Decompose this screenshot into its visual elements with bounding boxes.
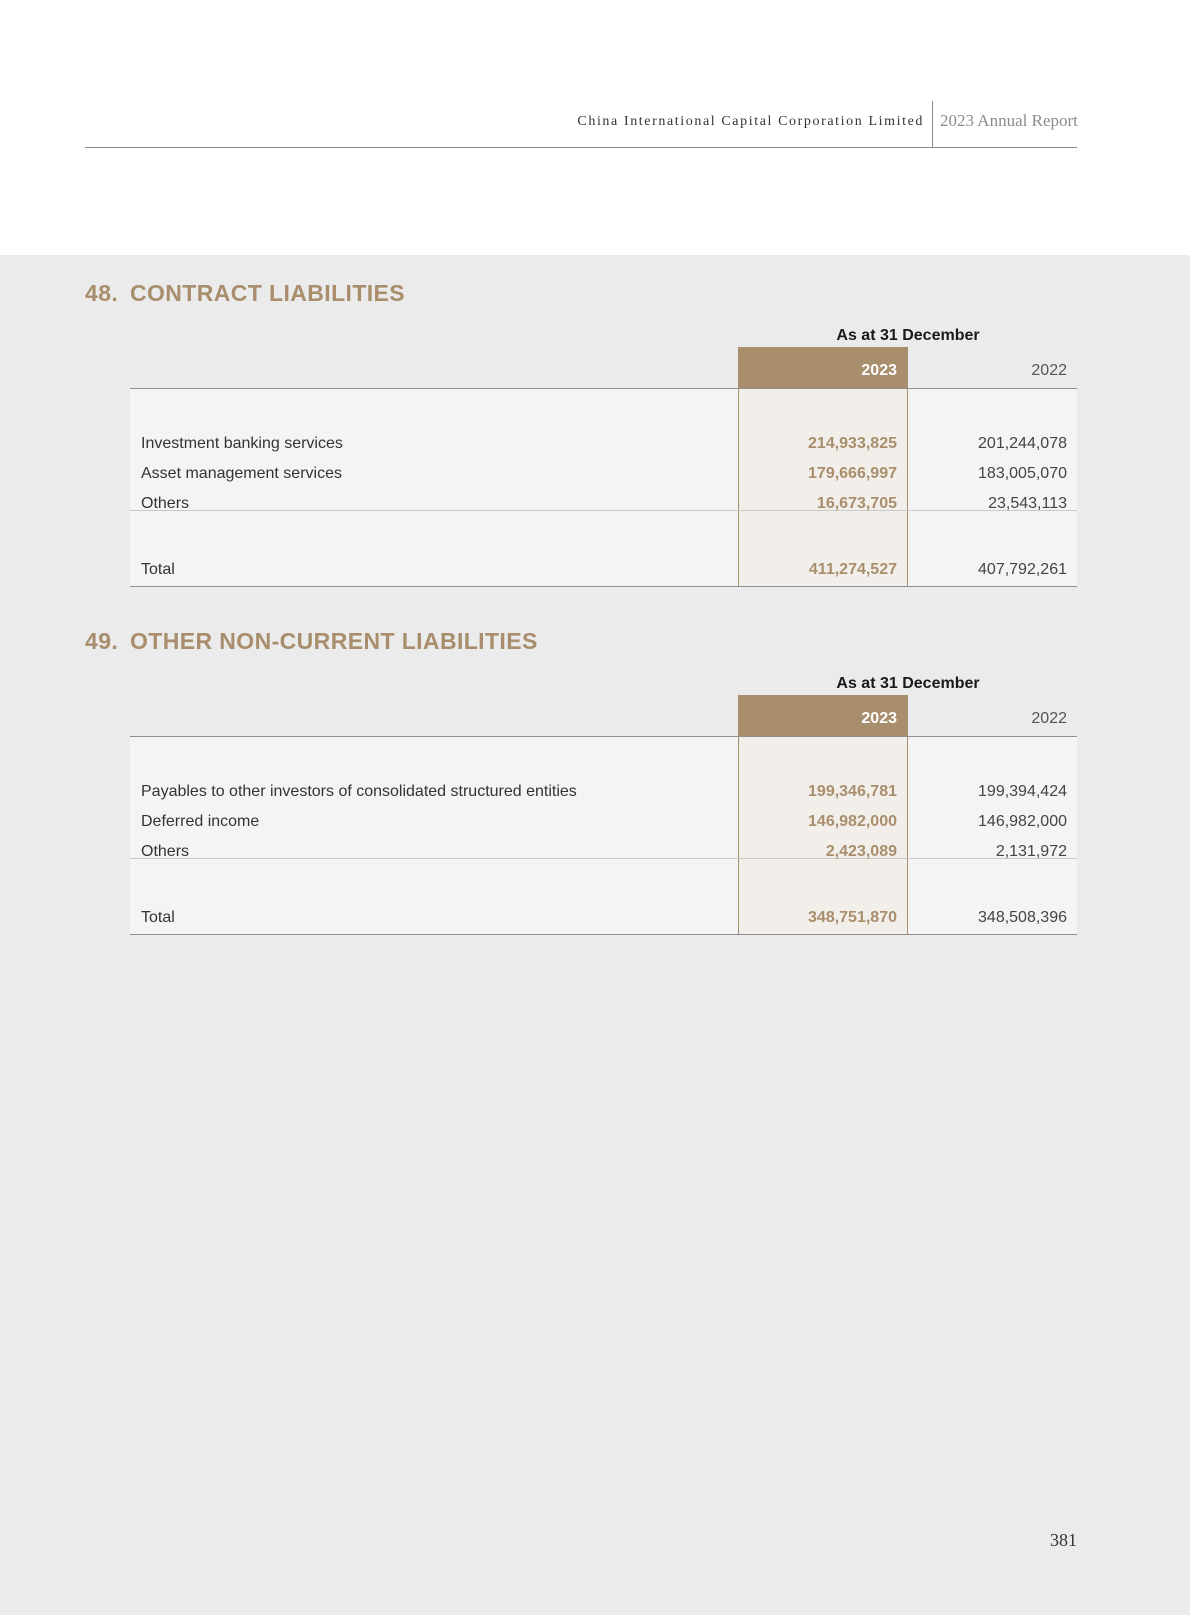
table-row bbox=[130, 777, 1077, 807]
table-row bbox=[130, 429, 1077, 459]
total-rule bbox=[130, 586, 1077, 587]
value-2023: 16,673,705 bbox=[816, 495, 897, 512]
period-header: As at 31 December bbox=[836, 327, 980, 344]
value-2023: 199,346,781 bbox=[808, 783, 897, 800]
period-header: As at 31 December bbox=[836, 675, 980, 692]
section-title-text: CONTRACT LIABILITIES bbox=[130, 280, 406, 306]
header-divider bbox=[932, 101, 933, 147]
table-row bbox=[130, 459, 1077, 489]
value-2023: 2,423,089 bbox=[825, 843, 897, 860]
header-report-title: 2023 Annual Report bbox=[940, 111, 1078, 130]
page-number: 381 bbox=[1050, 1530, 1077, 1550]
row-label: Investment banking services bbox=[141, 435, 343, 452]
value-2022: 348,508,396 bbox=[978, 909, 1067, 926]
column-header-2023: 2023 bbox=[738, 695, 908, 736]
section-number: 48. bbox=[85, 280, 119, 306]
row-label: Others bbox=[141, 495, 190, 512]
value-2022: 199,394,424 bbox=[978, 783, 1067, 800]
header-company-name: China International Capital Corporation Limited bbox=[577, 114, 924, 129]
value-2022: 146,982,000 bbox=[978, 813, 1067, 830]
row-label: Deferred income bbox=[141, 813, 260, 830]
value-2023: 179,666,997 bbox=[808, 465, 897, 482]
value-2023: 214,933,825 bbox=[808, 435, 897, 452]
section-title-text: OTHER NON-CURRENT LIABILITIES bbox=[130, 628, 538, 654]
column-header-2022: 2022 bbox=[1031, 362, 1067, 379]
row-label: Total bbox=[141, 909, 175, 926]
value-2023: 348,751,870 bbox=[808, 909, 897, 926]
column-header-2023: 2023 bbox=[738, 347, 908, 388]
value-2023: 411,274,527 bbox=[808, 561, 897, 578]
table-row bbox=[130, 489, 1077, 519]
total-row bbox=[130, 903, 1077, 933]
row-label: Payables to other investors of consolidated structured entities bbox=[141, 783, 577, 800]
value-2022: 407,792,261 bbox=[978, 561, 1067, 578]
total-row bbox=[130, 555, 1077, 585]
table-row bbox=[130, 807, 1077, 837]
value-2022: 23,543,113 bbox=[988, 495, 1067, 512]
row-label: Asset management services bbox=[141, 465, 342, 482]
table-row bbox=[130, 837, 1077, 867]
section-48-title bbox=[85, 280, 405, 307]
section-49-title bbox=[85, 628, 538, 655]
column-header-2022: 2022 bbox=[1031, 710, 1067, 727]
section-number: 49. bbox=[85, 628, 119, 654]
row-label: Others bbox=[141, 843, 190, 860]
header-rule bbox=[85, 147, 1077, 148]
value-2022: 183,005,070 bbox=[978, 465, 1067, 482]
value-2022: 2,131,972 bbox=[995, 843, 1067, 860]
other-non-current-liabilities-table bbox=[130, 675, 1077, 937]
value-2022: 201,244,078 bbox=[978, 435, 1067, 452]
row-label: Total bbox=[141, 561, 175, 578]
contract-liabilities-table bbox=[130, 327, 1077, 589]
value-2023: 146,982,000 bbox=[808, 813, 897, 830]
total-rule bbox=[130, 934, 1077, 935]
